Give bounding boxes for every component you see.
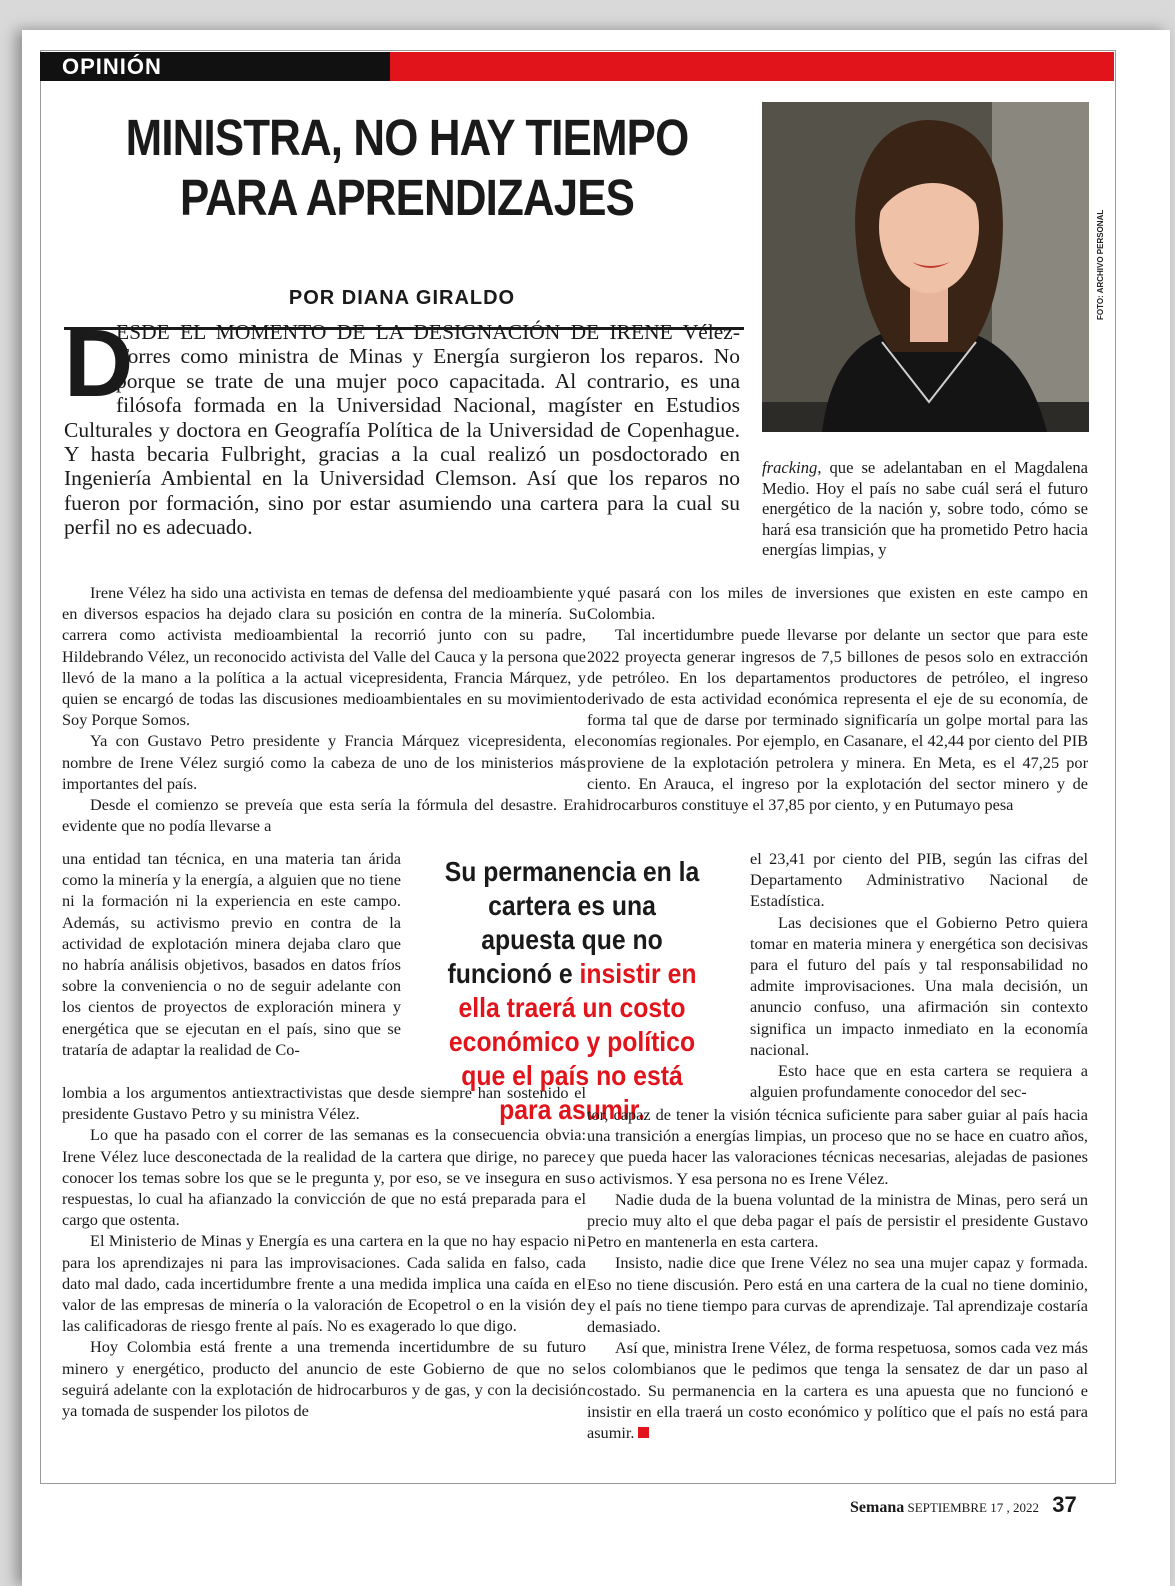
right-top-text [762,458,1088,561]
right-column-bottom [587,1104,1088,1443]
pull-quote-black: Su permanencia en la cartera es una apuesta que no funcionó e [444,856,700,989]
page-footer [850,1492,1077,1518]
body-paragraph: lombia a los argumentos antiextractivistas que desde siempre han sostenido el presidente Gustavo Petro y su ministra Vélez. [62,1083,586,1124]
author-photo [762,102,1089,432]
left-column-top [62,582,586,836]
magazine-brand: Semana [850,1499,905,1516]
byline: POR DIANA GIRALDO [288,287,516,309]
pull-quote [442,855,703,1127]
right-column-narrow [750,848,1088,1102]
body-paragraph: Tal incertidumbre puede llevarse por delante un sector que para este 2022 proyecta generar ingresos de 7,5 billones de pesos solo en extracción de petróleo. En los departamentos productores de petróleo, el ingreso derivado de esta actividad económica representa el eje de su economía, de forma tal que de darse por terminado significaría un golpe mortal para las economías regionales. Por ejemplo, en Casanare, el 42,44 por ciento del PIB proviene de la explotación petrolera y minera. En Meta, es el 47,25 por ciento. En Arauca, el ingreso por la explotación del sector minero y de hidrocarburos constituye el 37,85 por ciento, y en Putumayo pesa [587,625,1088,815]
body-paragraph: qué pasará con los miles de inversiones que existen en este campo en Colombia. [587,583,1088,624]
body-paragraph: Insisto, nadie dice que Irene Vélez no sea una mujer capaz y formada. Eso no tiene discusión. Pero está en una cartera de la cual no tiene dominio, y el país no tiene tiempo para curvas de aprendizaje. Tal aprendizaje costaría demasiado. [587,1253,1088,1337]
lead-paragraph [64,310,740,540]
left-column-narrow [62,848,401,1060]
body-paragraph: Desde el comienzo se preveía que esta sería la fórmula del desastre. Era evidente que no podía llevarse a [62,795,586,836]
magazine-page [22,30,1170,1586]
end-mark-icon [638,1427,649,1438]
headline: MINISTRA, NO HAY TIEMPO PARA APRENDIZAJES [125,109,689,226]
body-paragraph: el 23,41 por ciento del PIB, según las cifras del Departamento Administrativo Nacional de Estadística. [750,849,1088,911]
body-paragraph: Ya con Gustavo Petro presidente y Francia Márquez vicepresidenta, el nombre de Irene Vélez surgió como la cabeza de uno de los ministerios más importantes del país. [62,731,586,793]
section-bar-red [390,52,1114,81]
drop-cap: D [64,310,134,417]
section-label: OPINIÓN [62,54,162,79]
right-top-body: , que se adelantaban en el Magdalena Medio. Hoy el país no sabe cuál será el futuro energético de la nación y, sobre todo, cómo se hará esa transición que ha prometido Petro hacia energías limpias, y [762,458,1088,559]
body-paragraph: tor, capaz de tener la visión técnica suficiente para saber guiar al país hacia una transición a energías limpias, un proceso que no se hace en cuatro años, y que pueda hacer las valoraciones técnicas necesarias, alejadas de pasiones o activismos. Y esa persona no es Irene Vélez. [587,1105,1088,1188]
body-paragraph: Irene Vélez ha sido una activista en temas de defensa del medioambiente y en diversos espacios ha dejado clara su posición en contra de la minería. Su carrera como activista medioambiental la recorrió junto con su padre, Hildebrando Vélez, un reconocido activista del Valle del Cauca y la persona que llevó de la mano a la política a la actual vicepresidenta, Francia Márquez, y quien se encargó de todas las discusiones medioambientales en su movimiento Soy Porque Somos. [62,583,586,730]
photo-credit: FOTO: ARCHIVO PERSONAL [1096,209,1105,320]
body-paragraph: El Ministerio de Minas y Energía es una cartera en la que no hay espacio ni para los aprendizajes ni para las improvisaciones. Cada salida en falso, cada dato mal dado, cada incertidumbre frente a una medida implica una caída en el valor de las empresas de minería o la valoración de Ecopetrol o en la visión de las calificadoras de riesgo frente al país. No es exagerado lo que digo. [62,1231,586,1336]
page-number: 37 [1052,1492,1077,1517]
portrait-illustration [762,102,1089,432]
left-column-bottom [62,1082,586,1421]
right-top-paragraph [762,458,1088,561]
body-paragraph: Hoy Colombia está frente a una tremenda incertidumbre de su futuro minero y energético, producto del anuncio de este Gobierno de que no se seguirá adelante con la explotación de hidrocarburos y de gas, y con la decisión ya tomada de suspender los pilotos de [62,1337,586,1421]
closing-text: Así que, ministra Irene Vélez, de forma respetuosa, somos cada vez más los colombianos que le pedimos que tenga la sensatez de dar un paso al costado. Su permanencia en la cartera es una apuesta que no funcionó e insistir en ella traerá un costo económico y político que el país no está para asumir. [587,1338,1088,1443]
body-paragraph: una entidad tan técnica, en una materia tan árida como la minería y la energía, a alguien que no tiene ni la formación ni la experiencia en este campo. Además, su activismo previo en contra de la actividad de explotación minera dejaba claro que no habría análisis objetivos, basados en datos fríos sobre la conveniencia o no de seguir adelante con los cientos de proyectos de exploración minera y energética que se ejecutan en el país, sino que se trataría de adaptar la realidad de Co- [62,849,401,1059]
fracking-term: fracking [762,458,818,477]
right-column-top [587,582,1088,815]
body-paragraph: Nadie duda de la buena voluntad de la ministra de Minas, pero será un precio muy alto el que deba pagar el país de persistir el presidente Gustavo Petro en mantenerla en esta cartera. [587,1189,1088,1252]
body-paragraph [587,1337,1088,1443]
issue-date: SEPTIEMBRE 17 , 2022 [907,1500,1039,1515]
body-paragraph: Las decisiones que el Gobierno Petro quiera tomar en materia minera y energética son decisivas para el futuro del país y tal responsabilidad no admite improvisaciones. Una mala decisión, un anuncio confuso, una afirmación sin contexto significa un impacto inmediato en la economía nacional. [750,912,1088,1059]
lead-text: ESDE EL MOMENTO DE LA DESIGNACIÓN DE IRENE Vélez-Torres como ministra de Minas y Energía surgieron los reparos. No porque se trate de una mujer poco capacitada. Al contrario, es una filósofa formada en la Universidad Nacional, magíster en Estudios Culturales y doctora en Geografía Política de la Universidad de Copenhague. Y hasta becaria Fulbright, gracias a la cual realizó un posdoctorado en Ingeniería Ambiental en la Universidad Clemson. Así que los reparos no fueron por formación, sino por estar asumiendo una cartera para la cual su perfil no es adecuado. [64,320,740,540]
body-paragraph: Lo que ha pasado con el correr de las semanas es la consecuencia obvia: Irene Vélez luce desconectada de la realidad de la cartera que dirige, no parece conocer los temas sobre los que se le pregunta y, por eso, se ve insegura en sus respuestas, lo cual ha afianzado la convicción de que no está preparada para el cargo que ostenta. [62,1125,586,1230]
body-paragraph: Esto hace que en esta cartera se requiera a alguien profundamente conocedor del sec- [750,1061,1088,1102]
pull-quote-red: insistir en ella traerá un costo económico y político que el país no está para asumir. [448,958,697,1125]
